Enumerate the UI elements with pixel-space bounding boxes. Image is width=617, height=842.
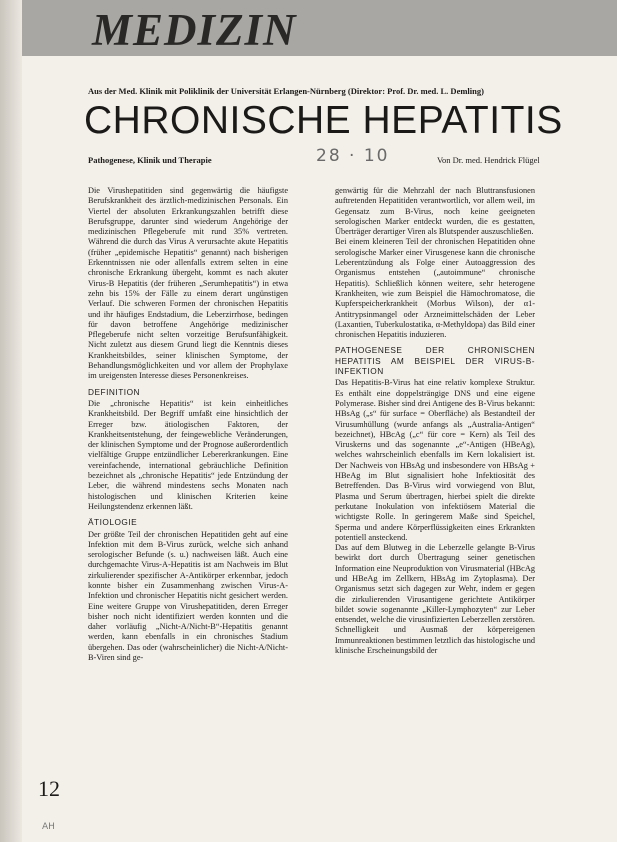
paragraph-autoimmune: Bei einem kleineren Teil der chronischen Hepatitiden ohne serologische Marker einer Virusgenese kann die chronische Leberentzündung als Folge einer Autoaggression des Organismus entstehen („autoimmune“ chronische Hepatitis). Schließlich können weitere, sehr heterogene Krankheiten, wie zum Beispiel die Hämochromatose, die Kupferspeicherkrankheit (Morbus Wilson), der α1-Antitrypsinmangel oder Arzneimittelschäden der Leber (Laxantien, Tuberkulostatika, α-Methyldopa) das Bild einer chronischen Hepatitis induzieren.	[335, 237, 535, 340]
section-title: MEDIZIN	[92, 5, 297, 55]
aetiology-heading: ÄTIOLOGIE	[88, 517, 138, 528]
article-title: CHRONISCHE HEPATITIS	[84, 99, 563, 142]
page-number: 12	[38, 776, 60, 801]
definition-paragraph: Die „chronische Hepatitis“ ist kein einheitliches Krankheitsbild. Der Begriff umfaßt eine hinsichtlich der Erreger bzw. ätiologischen Faktoren, der Krankheitsentstehung, der feingewebliche Veränderungen, der klinischen Symptome und der Prognose außerordentlich vielfältige Gruppe entzündlicher Lebererkrankungen. Eine vereinfachende, international gebräuchliche Definition bezeichnet als „chronische Hepatitis“ jede Entzündung der Leber, die während mindestens sechs Monaten nach histologischen und klinischen Kriterien keine Heilungstendenz erkennen läßt.	[88, 398, 288, 511]
text-column-right	[335, 186, 535, 656]
handwritten-note: 28 · 10	[316, 146, 390, 166]
corner-handwritten-mark: AH	[42, 822, 55, 832]
aetiology-paragraph: Der größte Teil der chronischen Hepatitiden geht auf eine Infektion mit dem B-Virus zurück, welche sich anhand serologischer Befunde (s. u.) nachweisen läßt. Auch eine durchgemachte Virus-A-Hepatitis ist am Nachweis im Blut zirkulierender spezifischer A-Antikörper erkennbar, jedoch konnte bisher ein Zusammenhang zwischen Virus-A-Infektion und chronischer Hepatitis nicht gesichert werden. Eine weitere Gruppe von Virushepatitiden, deren Erreger bisher noch nicht identifiziert werden konnten und die daher vorläufig „Nicht-A/Nicht-B“-Hepatitis genannt werden, kann ebenfalls in ein chronisches Stadium übergehen. Das oder (wahrscheinlicher) die Nicht-A/Nicht-B-Viren sind ge-	[88, 529, 288, 663]
article-subtitle: Pathogenese, Klinik und Therapie	[88, 155, 212, 165]
affiliation: Aus der Med. Klinik mit Poliklinik der Universität Erlangen-Nürnberg (Direktor: Prof. Dr. med. L. Demling)	[88, 86, 484, 96]
header-band	[22, 0, 617, 56]
paragraph-immune-response: Das auf dem Blutweg in die Leberzelle gelangte B-Virus bewirkt dort durch Übertragung seiner genetischen Information eine Neuproduktion von Virusmaterial (HBcAg und HBeAg im Zellkern, HBsAg im Zytoplasma). Der Organismus setzt sich dagegen zur Wehr, indem er gegen die zirkulierenden Virusantigene gerichtete Antikörper bildet sowie sogenannte „Killer-Lymphozyten“ zur Leber entsendet, welche die virusinfizierten Leberzellen zerstören. Schnelligkeit und Ausmaß der körpereigenen Immunreaktionen bestimmen letztlich das histologische und klinische Erscheinungsbild der	[335, 543, 535, 656]
author-line: Von Dr. med. Hendrick Flügel	[437, 155, 540, 165]
intro-paragraph: Die Virushepatitiden sind gegenwärtig die häufigste Berufskrankheit des ärztlich-medizinischen Personals. Ein Viertel der absoluten Erkrankungszahlen betrifft diese Berufsgruppe, darunter sind wiederum Angehörige der medizinischen Pflegeberufe mit rund 35% vertreten. Während die durch das Virus A verursachte akute Hepatitis (früher „epidemische Hepatitis“ genannt) nach bisherigen Erkenntnissen nie oder allenfalls extrem selten in eine chronische Erkrankung übergeht, kommt es nach akuter Virus-B Hepatitis (der früheren „Serumhepatitis“) in etwa zehn bis 15% der Fälle zu einem derart ungünstigen Verlauf. Die schweren Formen der chronischen Hepatitis und ihr häufiges Endstadium, die Leberzirrhose, bedingen für davon betroffene Angehörige medizinischer Pflegeberufe nicht selten vorzeitige Berufsunfähigkeit. Nicht zuletzt aus diesem Grund liegt die Kenntnis dieses Krankheitsbildes, seiner klinischen Symptome, der Behandlungsmöglichkeiten und vor allem der Prophylaxe im ureigensten Interesse dieses Personenkreises.	[88, 186, 288, 381]
pathogenesis-heading: PATHOGENESE DER CHRONISCHEN HEPATITIS AM BEISPIEL DER VIRUS-B-INFEKTION	[335, 345, 535, 377]
scan-edge	[0, 0, 22, 842]
text-column-left	[88, 186, 288, 663]
paragraph-continuation: genwärtig für die Mehrzahl der nach Bluttransfusionen auftretenden Hepatitiden verantwortlich, vor allem weil, im Gegensatz zum B-Virus, noch keine geeigneten serologischen Marker entdeckt wurden, die es gestatten, Überträger derartiger Viren als Blutspender auszuschließen.	[335, 186, 535, 237]
paragraph-virus-structure: Das Hepatitis-B-Virus hat eine relativ komplexe Struktur. Es enthält eine doppelsträngige DNS und eine eigene Polymerase. Bisher sind drei Antigene des B-Virus bekannt: HBsAg („s“ für surface = Oberfläche) als Bestandteil der Virusumhüllung (wurde anfangs als „Australia-Antigen“ bezeichnet), HBcAg („c“ für core = Kern) als Teil des Viruskerns und das sogenannte „e“-Antigen (HBeAg), welches wahrscheinlich ebenfalls im Kern lokalisiert ist. Der Nachweis von HBsAg und insbesondere von HBsAg + HBeAg im Blut signalisiert hohe Infektiosität des Betreffenden. Das B-Virus wird vorwiegend von Blut, Plasma und Serum übertragen, hierbei spielt die direkte perkutane Inokulation von infektiösem Material die wichtigste Rolle. In geringerem Maße sind Speichel, Sperma und andere Körperflüssigkeiten eines Erkrankten potentiell ansteckend.	[335, 378, 535, 542]
definition-heading: DEFINITION	[88, 386, 141, 397]
